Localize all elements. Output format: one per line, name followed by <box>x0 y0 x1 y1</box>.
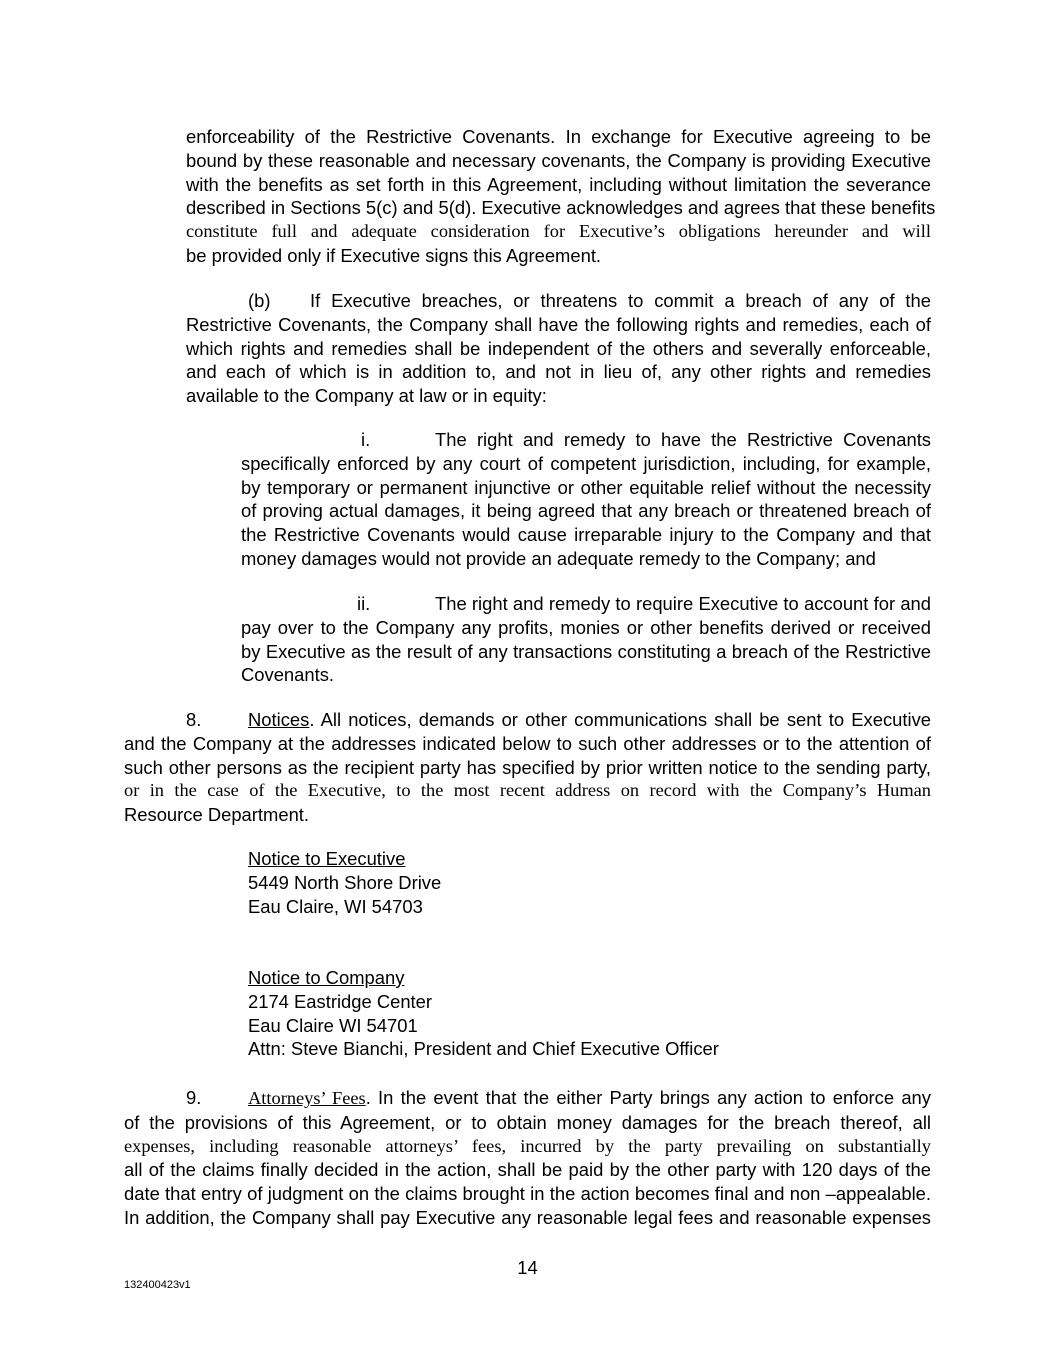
text-line: . All notices, demands or other communications shall be sent to Executive <box>309 709 931 730</box>
text-line: available to the Company at law or in equity: <box>186 385 547 407</box>
section-8-notices <box>124 708 931 827</box>
paragraph-b <box>186 289 931 408</box>
notice-company-heading: Notice to Company <box>248 967 405 988</box>
list-item-i-first-line <box>241 428 931 452</box>
text-line: If Executive breaches, or threatens to commit a breach of any of the <box>310 290 931 311</box>
text-line: by Executive as the result of any transactions constituting a breach of the Restrictive <box>241 640 931 662</box>
text-line: with the benefits as set forth in this Agreement, including without limitation the severance <box>186 173 931 195</box>
text-line: and the Company at the addresses indicated below to such other addresses or to the attention of <box>124 732 931 754</box>
text-line: The right and remedy to require Executive to account for and <box>435 593 931 614</box>
document-id: 132400423v1 <box>124 1279 191 1291</box>
address-line: Eau Claire, WI 54703 <box>248 895 423 917</box>
text-line: pay over to the Company any profits, monies or other benefits derived or received <box>241 616 931 638</box>
text-line: which rights and remedies shall be independent of the others and severally enforceable, <box>186 337 931 359</box>
section-8-first-line <box>124 708 931 732</box>
text-line: or in the case of the Executive, to the most recent address on record with the Company’s Human <box>124 780 931 801</box>
text-line: of the provisions of this Agreement, or to obtain money damages for the breach thereof, all <box>124 1111 931 1133</box>
notice-company-block <box>248 966 719 1061</box>
list-item-ii-label: ii. <box>357 593 371 614</box>
section-9-number: 9. <box>186 1087 202 1108</box>
text-line: specifically enforced by any court of competent jurisdiction, including, for example, <box>241 452 931 474</box>
text-line: of proving actual damages, it being agreed that any breach or threatened breach of <box>241 500 931 522</box>
text-line: Resource Department. <box>124 804 310 826</box>
notice-executive-heading: Notice to Executive <box>248 848 406 869</box>
paragraph-b-label: (b) <box>248 290 271 311</box>
text-line: bound by these reasonable and necessary covenants, the Company is providing Executive <box>186 149 931 171</box>
section-9-heading: Attorneys’ Fees <box>248 1088 366 1108</box>
text-line: by temporary or permanent injunctive or other equitable relief without the necessity <box>241 476 931 498</box>
paragraph-b-first-line <box>186 289 931 313</box>
address-line: 2174 Eastridge Center <box>248 990 433 1012</box>
list-item-i-label: i. <box>361 429 371 450</box>
address-attn-line: Attn: Steve Bianchi, President and Chief Executive Officer <box>248 1038 719 1060</box>
address-line: Eau Claire WI 54701 <box>248 1014 418 1036</box>
section-9-first-line <box>124 1086 931 1111</box>
address-line: 5449 North Shore Drive <box>248 871 442 893</box>
text-line: constitute full and adequate consideration for Executive’s obligations hereunder and will <box>186 221 931 242</box>
notice-executive-block <box>248 847 441 918</box>
list-item-ii-first-line <box>241 592 931 616</box>
paragraph-a-continuation <box>186 125 936 268</box>
text-line: In addition, the Company shall pay Executive any reasonable legal fees and reasonable expenses <box>124 1206 931 1228</box>
text-line: Restrictive Covenants, the Company shall have the following rights and remedies, each of <box>186 313 931 335</box>
text-line: Covenants. <box>241 664 335 686</box>
section-8-number: 8. <box>186 709 202 730</box>
text-line: be provided only if Executive signs this Agreement. <box>186 244 602 266</box>
text-line: such other persons as the recipient party has specified by prior written notice to the sending party, <box>124 756 931 778</box>
section-9-attorneys-fees <box>124 1086 931 1230</box>
list-item-ii <box>241 592 931 687</box>
text-line: date that entry of judgment on the claims brought in the action becomes final and non –appealable. <box>124 1183 931 1205</box>
text-line: the Restrictive Covenants would cause irreparable injury to the Company and that <box>241 524 931 546</box>
page-number: 14 <box>517 1257 538 1278</box>
text-line: all of the claims finally decided in the action, shall be paid by the other party with 120 days of the <box>124 1159 931 1181</box>
text-line: . In the event that the either Party brings any action to enforce any <box>365 1087 931 1108</box>
text-line: The right and remedy to have the Restrictive Covenants <box>435 429 931 450</box>
section-8-heading: Notices <box>248 709 310 730</box>
text-line: enforceability of the Restrictive Covenants. In exchange for Executive agreeing to be <box>186 126 931 147</box>
list-item-i <box>241 428 931 571</box>
text-line: and each of which is in addition to, and not in lieu of, any other rights and remedies <box>186 361 931 383</box>
text-line: described in Sections 5(c) and 5(d). Executive acknowledges and agrees that these benefits <box>186 197 936 219</box>
text-line: expenses, including reasonable attorneys’ fees, incurred by the party prevailing on substantially <box>124 1135 931 1156</box>
text-line: money damages would not provide an adequate remedy to the Company; and <box>241 547 876 569</box>
